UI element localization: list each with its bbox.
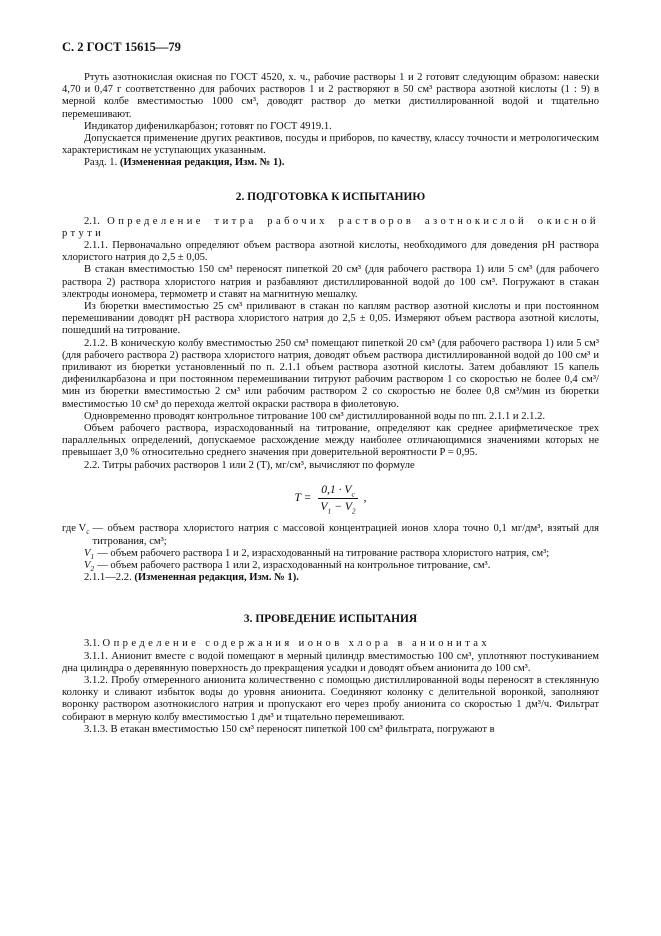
- titre-formula: [62, 482, 599, 516]
- subsection-2-1-heading: [62, 216, 599, 240]
- definition-vc: [62, 523, 599, 547]
- formula-denominator: $V_1 - V_2$: [320, 500, 356, 516]
- formula-fraction: [317, 482, 358, 516]
- section2-edit-note: (Измененная редакция, Изм. № 1).: [134, 572, 299, 584]
- section3-heading: 3. ПРОВЕДЕНИЕ ИСПЫТАНИЯ: [243, 613, 418, 626]
- definition-text: — объем рабочего раствора 1 или 2, израсходованный на контрольное титрование, см³.: [97, 559, 491, 571]
- definition-text: — объем раствора хлористого натрия с массовой концентрацией ионов хлора точно 0,1 мг/дм³, взятый для титрования, см³;: [92, 523, 599, 547]
- paragraph-indicator: Индикатор дифенилкарбазон; готовят по ГОСТ 4919.1.: [84, 120, 332, 132]
- paragraph-mercury-nitrate: Ртуть азотнокислая окисная по ГОСТ 4520, х. ч., рабочие растворы 1 и 2 готовят следующим образом: навески 4,70 и 0,47 г соответственно для рабочих растворов 1 и 2 растворяют в 50 см³ раствора азотной кислоты (1 : 9) в мерной колбе вместимостью 1000 см³, доводят раствор до метки дистиллированной водой и тщательно перемешивают.: [62, 72, 599, 120]
- formula-lhs: T =: [294, 491, 312, 505]
- paragraph-2-2: 2.2. Титры рабочих растворов 1 или 2 (T), мг/см³, вычисляют по формуле: [84, 459, 415, 471]
- running-head: С. 2 ГОСТ 15615—79: [62, 40, 181, 54]
- definition-text: — объем рабочего раствора 1 и 2, израсходованный на титрование раствора хлористого натрия, см³;: [97, 547, 550, 559]
- paragraph-2-1-1-c: Из бюретки вместимостью 25 см³ приливают в стакан по каплям раствор азотной кислоты и при постоянном перемешивании доводят рН раствора хлористого натрия до 2,5 ± 0,05. Измеряют объем раствора азотной кислоты, пошедший на титрование.: [62, 301, 599, 337]
- formula-tail: ,: [363, 491, 367, 505]
- paragraph-2-1-2: 2.1.2. В коническую колбу вместимостью 250 см³ помещают пипеткой 20 см³ (для рабочего раствора 1) или 5 см³ (для рабочего раствора 2) раствора хлористого натрия, доводят объем раствора дистиллированной водой до 100 см³ и приливают из бюретки установленный по п. 2.1.1 объем раствора азотной кислоты. Затем добавляют 15 капель дифенилкарбазона и при постоянном перемешивании титруют рабочим раствором 1 со скоростью не более 0,4 см³/мин из бюретки вместимостью 2 см³ или рабочим раствором 2 со скоростью не более 0,8 см³/мин из бюретки вместимостью 10 см³ до перехода желтой окраски раствора в фиолетовую.: [62, 337, 599, 410]
- subsection-2-1-number: 2.1.: [84, 215, 100, 227]
- subsection-3-1-number: 3.1.: [84, 638, 100, 650]
- section2-edit-ref: 2.1.1—2.2.: [84, 572, 132, 584]
- paragraph-3-1-3: 3.1.3. В етакан вместимостью 150 см³ переносят пипеткой 100 см³ фильтрата, погружают в: [84, 723, 495, 735]
- definition-v1: [62, 548, 599, 560]
- paragraph-section1-edit: [62, 157, 599, 169]
- subsection-3-1-title: Определение содержания ионов хлора в анионитах: [102, 638, 491, 650]
- paragraph-allowance: Допускается применение других реактивов, посуды и приборов, по качеству, классу точности и метрологическим характеристикам не уступающих указанным.: [62, 133, 599, 157]
- paragraph-3-1-2: 3.1.2. Пробу отмеренного анионита количественно с помощью дистиллированной воды переносят в стеклянную колонку и сливают избыток воды до уровня анионита. Соединяют колонку с делительной воронкой, заполняют воронку раствором азотнокислого натрия и пропускают его через пробу анионита со скоростью 1 дм³/ч. Фильтрат собирают в мерную колбу вместимостью 1 дм³ и тщательно перемешивают.: [62, 674, 599, 723]
- paragraph-section2-edit: [62, 572, 599, 584]
- paragraph-2-1-2-b: Одновременно проводят контрольное титрование 100 см³ дистиллированной воды по пп. 2.1.1 и 2.1.2.: [84, 410, 546, 422]
- definition-symbol: $V_1$: [84, 547, 95, 561]
- section1-edit-ref: Разд. 1.: [84, 157, 118, 169]
- formula-numerator: $0,1 \cdot V_c$: [318, 484, 358, 499]
- definition-v2: [62, 560, 599, 572]
- section1-edit-note: (Измененная редакция, Изм. № 1).: [119, 157, 285, 169]
- definition-symbol: $V_2$: [84, 559, 95, 574]
- paragraph-2-1-2-c: Объем рабочего раствора, израсходованный на титрование, определяют как среднее арифметическое трех параллельных определений, допускаемое расхождение между наиболее отличающимися значениями которых не превышает 3,0 % относительно среднего значения при доверительной вероятности P = 0,95.: [62, 423, 599, 459]
- paragraph-2-1-1-b: В стакан вместимостью 150 см³ переносят пипеткой 20 см³ (для рабочего раствора 1) или 5 см³ (для рабочего раствора 2) раствора хлористого натрия и разбавляют дистиллированной водой до 100 см³. Погружают в стакан электроды иономера, термометр и ставят на магнитную мешалку.: [62, 264, 599, 300]
- subsection-3-1-heading: [62, 638, 599, 650]
- paragraph-2-1-1: 2.1.1. Первоначально определяют объем раствора азотной кислоты, необходимого для доведения рН раствора хлористого натрия до 2,5 ± 0,05.: [62, 240, 599, 264]
- section2-heading: 2. ПОДГОТОВКА К ИСПЫТАНИЮ: [235, 190, 426, 203]
- subsection-2-1-title: Определение титра рабочих растворов азотнокислой окисной ртути: [62, 215, 599, 239]
- definition-symbol: где $V_c$: [62, 523, 90, 537]
- paragraph-3-1-1: 3.1.1. Анионит вместе с водой помещают в мерный цилиндр вместимостью 100 см³, уплотняют постукиванием дна цилиндра о деревянную поверхность до прекращения усадки и доводят объем анионита до 100 см³.: [62, 650, 599, 674]
